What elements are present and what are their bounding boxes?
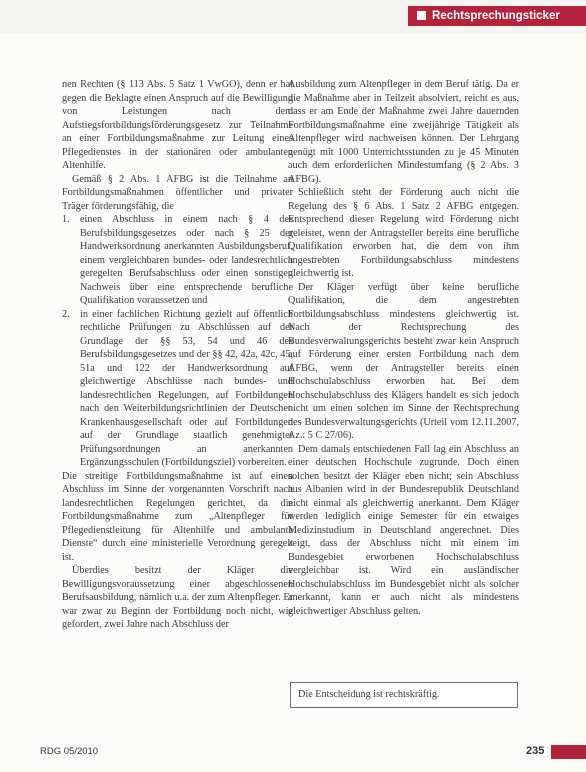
right-column: [288, 78, 519, 678]
footer-accent-bar: [551, 745, 586, 759]
section-tab: [408, 6, 586, 26]
left-column: [62, 78, 293, 740]
body-paragraph: Gemäß § 2 Abs. 1 AFBG ist die Teilnahme an Fortbildungsmaßnahmen öffentlicher und privater Träger förderungsfähig, die: [62, 173, 293, 212]
body-paragraph: Der Kläger verfügt über keine berufliche Qualifikation, die dem angestrebten Fortbildungsabschluss mindestens gleichwertig ist. Nach der Rechtsprechung des Bundesverwaltungsgerichts besteht zwar kein Anspruch auf Förderung einer ersten Fortbildung nach dem AFBG, wenn der Antragsteller bereits einen Hochschulabschluss erworben hat. Bei dem Hochschulabschluss des Klägers handelt es sich jedoch nicht um einen solchen im Sinne der Rechtsprechung des Bundesverwaltungsgerichts (Urteil vom 12.11.2007, Az.: 5 C 27/06).: [288, 281, 519, 441]
body-paragraph: nen Rechten (§ 113 Abs. 5 Satz 1 VwGO), denn er hat gegen die Beklagte einen Anspruch auf die Bewilligung von Leistungen nach dem Aufstiegsfortbildungsförderungsgesetz zur Teilnahme an einer Fortbildungsmaßnahme zur Leitung eines Pflegedienstes in der stationären oder ambulanten Altenhilfe.: [62, 79, 293, 171]
page-number: 235: [526, 745, 545, 757]
list-item-text: in einer fachlichen Richtung gezielt auf öffentlich rechtliche Prüfungen zu Abschlüssen auf der Grundlage der §§ 53, 54 und 46 des Berufsbildungsgesetzes und der §§ 42, 42a, 42c, 45, 51a und 122 der Handwerksordnung auf gleichwertige Abschlüsse nach bundes- und landesrechtlichen Regelungen, auf Fortbildungen nach den Weiterbildungsrichtlinien der Deutschen Krankenhausgesellschaft oder auf Fortbildungen auf der Grundlage staatlich genehmigter Prüfungsordnungen an anerkannten Ergänzungsschulen (Fortbildungsziel) vorbereiten.: [80, 308, 293, 468]
square-bullet-icon: [417, 11, 426, 20]
body-paragraph: Dem damals entschiedenen Fall lag ein Abschluss an einer deutschen Hochschule zugrunde. Doch einen solchen besitzt der Kläger eben nicht; sein Abschluss aus Albanien wird in der Bundesrepublik Deutschland nicht einmal als gleichwertig anerkannt. Dem Kläger werden lediglich einige Semester für ein etwaiges Medizinstudium in Deutschland angerechnet. Dies zeigt, dass der Abschluss nicht mit einem im Bundesgebiet erworbenen Hochschulabschluss vergleichbar ist. Wird ein ausländischer Hochschulabschluss im Bundesgebiet nicht als solcher anerkannt, kann er auch nicht als mindestens gleichwertiger Abschluss gelten.: [288, 443, 519, 617]
numbered-list: [62, 213, 293, 470]
list-item: [62, 308, 293, 470]
decision-notice-box: [290, 682, 518, 708]
list-number: 2.: [62, 308, 70, 320]
list-item-text: einen Abschluss in einem nach § 4 des Berufsbildungsgesetzes oder nach § 25 der Handwerksordnung anerkannten Ausbildungsberuf, einem vergleichbaren bundes- oder landesrechtlich geregelten Berufsabschluss oder einen sonstigen Nachweis über eine entsprechende berufliche Qualifikation voraussetzen und: [80, 214, 293, 306]
list-item: [62, 213, 293, 308]
body-paragraph: Schließlich steht der Förderung auch nicht die Regelung des § 6 Abs. 1 Satz 2 AFBG entgegen. Entsprechend dieser Regelung wird Förderung nicht geleistet, wenn der Antragsteller bereits eine berufliche Qualifikation erworben hat, die dem von ihm angestrebten Fortbildungsabschluss mindestens gleichwertig ist.: [288, 187, 519, 279]
decision-notice-text: Die Entscheidung ist rechtskräftig.: [298, 689, 440, 700]
body-paragraph: Die streitige Fortbildungsmaßnahme ist auf einen Abschluss im Sinne der vorgenannten Vorschrift nach landesrechtlichen Regelungen gerichtet, da die Fortbildungsmaßnahme zum „Altenpfleger für Pflegedienstleitung für Altenhilfe und ambulante Dienste“ durch eine ministerielle Verordnung geregelt ist.: [62, 470, 293, 563]
list-number: 1.: [62, 214, 70, 225]
journal-issue: RDG 05/2010: [40, 746, 99, 757]
body-paragraph: Überdies besitzt der Kläger die Bewilligungsvoraussetzung einer abgeschlossenen Berufsausbildung, nämlich u.a. der zum Altenpfleger. Er war zwar zu Beginn der Fortbildung noch nicht, wie gefordert, zwei Jahre nach Abschluss der: [62, 565, 293, 630]
body-paragraph: Ausbildung zum Altenpfleger in dem Beruf tätig. Da er die Maßnahme aber in Teilzeit absolviert, reicht es aus, dass er am Ende der Maßnahme zwei Jahre dauernden Fortbildungsmaßnahme eine zweijährige Tätigkeit als Altenpfleger wird nachweisen können. Der Lehrgang genügt mit 1000 Unterrichtsstunden zu je 45 Minuten auch dem erforderlichen Mindestumfang (§ 2 Abs. 3 AFBG).: [288, 79, 519, 185]
section-label: Rechtsprechungsticker: [432, 10, 560, 22]
